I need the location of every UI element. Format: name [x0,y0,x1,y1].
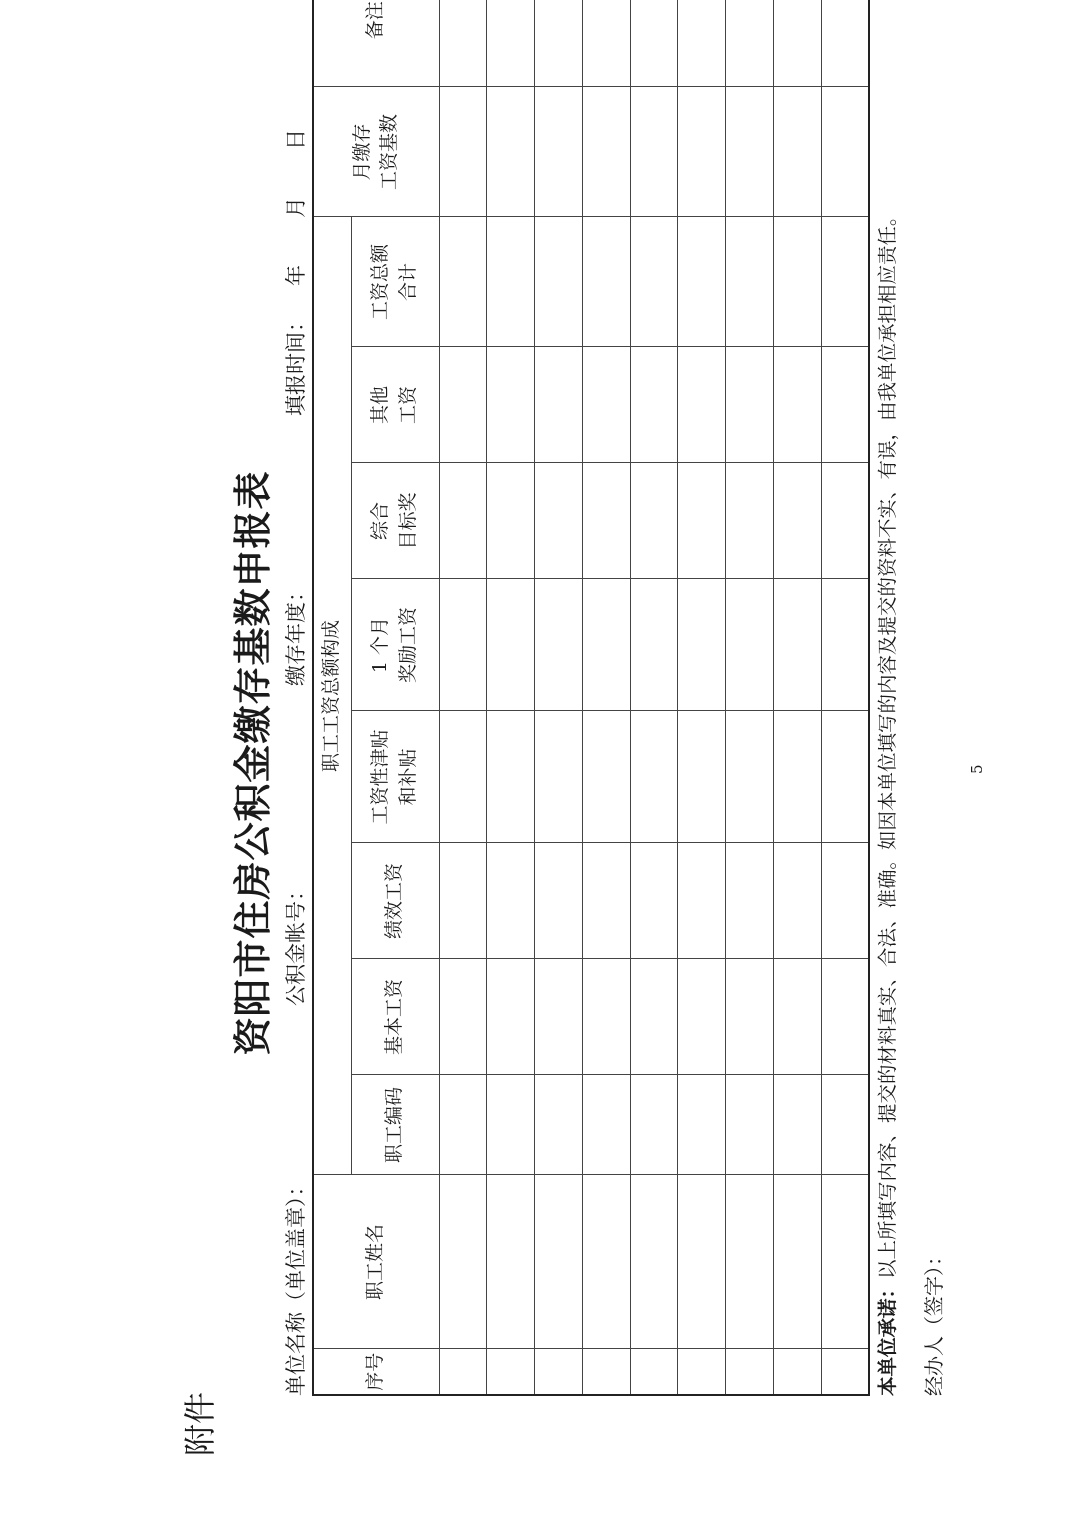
table-cell[interactable] [487,1175,535,1349]
table-cell[interactable] [582,843,630,959]
commitment-text: 以上所填写内容、提交的材料真实、合法、准确。如因本单位填写的内容及提交的资料不实、有误，由我单位承担相应责任。 [876,206,899,1279]
table-cell[interactable] [630,1175,678,1349]
table-cell[interactable] [678,347,726,463]
table-cell[interactable] [678,1175,726,1349]
table-cell[interactable] [439,579,487,711]
table-cell[interactable] [487,87,535,217]
header-remarks: 备注 [313,0,439,87]
table-cell[interactable] [630,959,678,1075]
table-cell[interactable] [678,0,726,87]
date-day-label: 日 [284,129,308,150]
table-cell[interactable] [535,843,583,959]
table-cell[interactable] [726,1075,774,1175]
table-cell[interactable] [678,87,726,217]
table-cell[interactable] [535,1175,583,1349]
table-cell[interactable] [439,843,487,959]
table-cell[interactable] [678,463,726,579]
table-cell[interactable] [487,347,535,463]
table-cell[interactable] [630,217,678,347]
table-cell[interactable] [774,1075,822,1175]
table-cell[interactable] [439,1349,487,1395]
table-cell[interactable] [774,579,822,711]
table-cell[interactable] [439,959,487,1075]
table-cell[interactable] [630,87,678,217]
header-allowance: 工资性津贴 和补贴 [351,711,439,843]
handler-signature-label: 经办人（签字）： [922,1246,946,1396]
table-cell[interactable] [535,1349,583,1395]
table-cell[interactable] [726,959,774,1075]
declaration-table [312,0,870,1396]
table-cell[interactable] [821,959,869,1075]
table-cell[interactable] [774,959,822,1075]
table-header-row-1 [313,0,351,1395]
table-cell[interactable] [487,217,535,347]
table-cell[interactable] [535,1075,583,1175]
table-cell[interactable] [535,0,583,87]
report-time-field-label: 填报时间： [284,311,308,416]
table-cell[interactable] [726,711,774,843]
table-cell[interactable] [821,843,869,959]
commitment-statement [872,206,900,1396]
table-cell[interactable] [821,1075,869,1175]
commitment-label: 本单位承诺： [876,1278,899,1396]
table-cell[interactable] [726,843,774,959]
attachment-label: 附件 [181,1391,219,1456]
header-performance-wage: 绩效工资 [351,843,439,959]
header-seq: 序号 [313,1349,439,1395]
table-cell[interactable] [487,843,535,959]
table-row [678,0,726,1395]
table-cell[interactable] [487,1075,535,1175]
table-cell[interactable] [678,959,726,1075]
table-cell[interactable] [678,843,726,959]
table-cell[interactable] [774,843,822,959]
table-cell[interactable] [821,217,869,347]
table-cell[interactable] [821,1349,869,1395]
header-employee-code: 职工编码 [351,1075,439,1175]
header-target-bonus: 综合 目标奖 [351,463,439,579]
table-row [439,0,487,1395]
date-year-label: 年 [284,265,308,286]
table-cell[interactable] [630,1075,678,1175]
table-cell[interactable] [726,87,774,217]
table-cell[interactable] [535,959,583,1075]
table-cell[interactable] [630,463,678,579]
table-cell[interactable] [821,0,869,87]
date-month-label: 月 [284,197,308,218]
table-row [630,0,678,1395]
table-cell[interactable] [821,1175,869,1349]
table-cell[interactable] [774,217,822,347]
table-cell[interactable] [630,347,678,463]
form-title: 资阳市住房公积金缴存基数申报表 [230,470,275,1056]
table-cell[interactable] [487,959,535,1075]
table-cell[interactable] [774,347,822,463]
header-monthly-base: 月缴存 工资基数 [313,87,439,217]
table-cell[interactable] [487,711,535,843]
header-other-wage: 其他 工资 [351,347,439,463]
table-cell[interactable] [582,1175,630,1349]
table-cell[interactable] [535,711,583,843]
table-cell[interactable] [821,711,869,843]
table-cell[interactable] [774,1175,822,1349]
table-cell[interactable] [774,0,822,87]
table-row [726,0,774,1395]
table-cell[interactable] [487,579,535,711]
table-row [821,0,869,1395]
table-cell[interactable] [582,1075,630,1175]
header-employee-name: 职工姓名 [313,1175,439,1349]
table-cell[interactable] [439,347,487,463]
table-row [487,0,535,1395]
table-row [774,0,822,1395]
table-cell[interactable] [821,347,869,463]
table-cell[interactable] [726,579,774,711]
table-cell[interactable] [582,0,630,87]
table-cell[interactable] [535,87,583,217]
table-cell[interactable] [582,463,630,579]
table-cell[interactable] [774,463,822,579]
table-cell[interactable] [487,1349,535,1395]
table-cell[interactable] [439,711,487,843]
account-number-field-label: 公积金帐号： [284,880,308,1006]
table-cell[interactable] [630,711,678,843]
table-cell[interactable] [535,347,583,463]
table-cell[interactable] [726,1349,774,1395]
table-cell[interactable] [582,347,630,463]
table-cell[interactable] [774,87,822,217]
table-cell[interactable] [678,711,726,843]
table-cell[interactable] [582,217,630,347]
table-cell[interactable] [439,0,487,87]
header-wage-composition-group: 职工工资总额构成 [313,217,351,1175]
table-cell[interactable] [439,463,487,579]
table-cell[interactable] [630,0,678,87]
table-cell[interactable] [487,0,535,87]
table-cell[interactable] [821,87,869,217]
table-cell[interactable] [821,579,869,711]
page-number: 5 [968,764,986,774]
table-cell[interactable] [726,347,774,463]
table-cell[interactable] [535,217,583,347]
table-cell[interactable] [678,1349,726,1395]
table-cell[interactable] [582,579,630,711]
contribution-year-field-label: 缴存年度： [284,581,308,686]
table-cell[interactable] [774,711,822,843]
table-cell[interactable] [439,87,487,217]
unit-name-field-label: 单位名称（单位盖章）： [284,1175,308,1396]
table-cell[interactable] [582,959,630,1075]
table-cell[interactable] [726,1175,774,1349]
table-cell[interactable] [678,1075,726,1175]
table-cell[interactable] [439,217,487,347]
table-cell[interactable] [821,463,869,579]
table-cell[interactable] [439,1175,487,1349]
header-basic-wage: 基本工资 [351,959,439,1075]
header-monthly-bonus: 1 个月 奖励工资 [351,579,439,711]
table-cell[interactable] [726,0,774,87]
table-cell[interactable] [726,463,774,579]
table-cell[interactable] [774,1349,822,1395]
table-cell[interactable] [630,1349,678,1395]
header-total-wage: 工资总额 合计 [351,217,439,347]
table-cell[interactable] [487,463,535,579]
table-cell[interactable] [582,1349,630,1395]
table-cell[interactable] [630,579,678,711]
table-cell[interactable] [582,711,630,843]
table-cell[interactable] [630,843,678,959]
table-row [582,0,630,1395]
table-cell[interactable] [678,217,726,347]
table-cell[interactable] [678,579,726,711]
table-row [535,0,583,1395]
table-cell[interactable] [726,217,774,347]
table-cell[interactable] [439,1075,487,1175]
table-cell[interactable] [582,87,630,217]
table-cell[interactable] [535,579,583,711]
table-cell[interactable] [535,463,583,579]
